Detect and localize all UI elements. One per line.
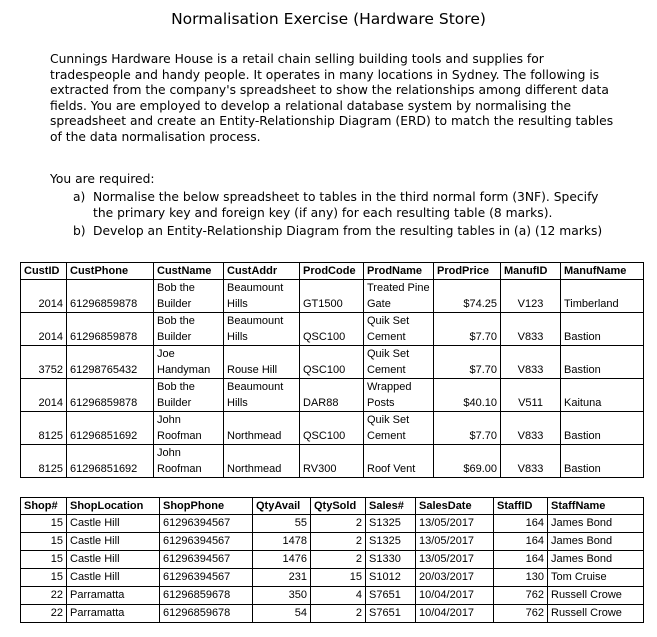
table-cell: V123: [501, 280, 561, 313]
table-cell: V833: [501, 346, 561, 379]
requirement-line: the primary key and foreign key (if any) for each resulting table (8 marks).: [93, 205, 553, 220]
table-cell: 22: [21, 605, 67, 623]
table-cell: 15: [21, 569, 67, 587]
table-cell: Bob the Builder: [154, 379, 224, 412]
table-header-row: [21, 498, 644, 515]
table-row: [21, 313, 644, 346]
table-cell: 2: [311, 605, 366, 623]
table-cell: 164: [494, 515, 548, 533]
table-header-row: [21, 263, 644, 280]
table-cell: Beaumount Hills: [224, 379, 300, 412]
table-row: [21, 379, 644, 412]
table-cell: John Roofman: [154, 445, 224, 478]
table-cell: Bastion: [561, 346, 644, 379]
table-cell: 61296859878: [67, 379, 154, 412]
table-cell: $7.70: [434, 346, 501, 379]
table-row: [21, 551, 644, 569]
table-cell: 2014: [21, 313, 67, 346]
column-header: CustID: [21, 263, 67, 280]
customer-product-table: [20, 262, 644, 478]
table-row: [21, 533, 644, 551]
column-header: ManufName: [561, 263, 644, 280]
table-cell: S1330: [366, 551, 416, 569]
requirement-line: Normalise the below spreadsheet to tables in the third normal form (3NF). Specify: [93, 190, 599, 204]
table-cell: 4: [311, 587, 366, 605]
table-cell: V833: [501, 445, 561, 478]
table-cell: Castle Hill: [67, 551, 160, 569]
table-cell: 2: [311, 515, 366, 533]
column-header: ShopLocation: [67, 498, 160, 515]
table-cell: 231: [253, 569, 311, 587]
table-cell: Treated Pine Gate: [364, 280, 434, 313]
table-cell: Bastion: [561, 445, 644, 478]
intro-paragraph: Cunnings Hardware House is a retail chain selling building tools and supplies for tradespeople and handy people. It operates in many locations in Sydney. The following is extracted from the company's spreadsheet to show the relationships among different data fields. You are employed to develop a relational database system by normalising the spreadsheet and create an Entity-Relationship Diagram (ERD) to match the resulting tables of the data normalisation process.: [50, 52, 614, 144]
table-cell: 10/04/2017: [416, 587, 494, 605]
column-header: StaffID: [494, 498, 548, 515]
table-cell: 2: [311, 551, 366, 569]
table-cell: Quik Set Cement: [364, 412, 434, 445]
column-header: ProdName: [364, 263, 434, 280]
table-row: [21, 605, 644, 623]
table-cell: Tom Cruise: [548, 569, 644, 587]
table-cell: Kaituna: [561, 379, 644, 412]
column-header: ProdCode: [300, 263, 364, 280]
column-header: QtyAvail: [253, 498, 311, 515]
table-cell: 22: [21, 587, 67, 605]
table-cell: $69.00: [434, 445, 501, 478]
table-cell: V511: [501, 379, 561, 412]
table-cell: $7.70: [434, 313, 501, 346]
table-cell: 61296859678: [160, 587, 253, 605]
column-header: CustPhone: [67, 263, 154, 280]
table-cell: James Bond: [548, 551, 644, 569]
table-cell: $74.25: [434, 280, 501, 313]
table-cell: S7651: [366, 605, 416, 623]
table-cell: $7.70: [434, 412, 501, 445]
table-cell: 54: [253, 605, 311, 623]
table-cell: 10/04/2017: [416, 605, 494, 623]
table-cell: V833: [501, 313, 561, 346]
column-header: CustAddr: [224, 263, 300, 280]
table-cell: Russell Crowe: [548, 587, 644, 605]
table-cell: 15: [21, 515, 67, 533]
table-row: [21, 346, 644, 379]
table-cell: Quik Set Cement: [364, 313, 434, 346]
table-cell: Bastion: [561, 313, 644, 346]
table-cell: Joe Handyman: [154, 346, 224, 379]
table-cell: 130: [494, 569, 548, 587]
table-row: [21, 569, 644, 587]
table-cell: 8125: [21, 445, 67, 478]
table-cell: 15: [311, 569, 366, 587]
table-cell: Timberland: [561, 280, 644, 313]
table-cell: Quik Set Cement: [364, 346, 434, 379]
column-header: Sales#: [366, 498, 416, 515]
table-cell: 20/03/2017: [416, 569, 494, 587]
table-row: [21, 515, 644, 533]
table-cell: 61298765432: [67, 346, 154, 379]
table-cell: Castle Hill: [67, 515, 160, 533]
table-cell: 61296859878: [67, 313, 154, 346]
table-cell: 61296859678: [160, 605, 253, 623]
table-cell: 61296851692: [67, 412, 154, 445]
table-cell: QSC100: [300, 412, 364, 445]
table-cell: $40.10: [434, 379, 501, 412]
table-row: [21, 445, 644, 478]
table-cell: S1012: [366, 569, 416, 587]
table-cell: Parramatta: [67, 587, 160, 605]
table-cell: 13/05/2017: [416, 551, 494, 569]
table-cell: Northmead: [224, 445, 300, 478]
required-heading: You are required:: [50, 172, 155, 186]
table-cell: Roof Vent: [364, 445, 434, 478]
table-cell: GT1500: [300, 280, 364, 313]
table-cell: John Roofman: [154, 412, 224, 445]
table-cell: James Bond: [548, 515, 644, 533]
table-cell: RV300: [300, 445, 364, 478]
table-cell: 2014: [21, 379, 67, 412]
table-cell: S7651: [366, 587, 416, 605]
table-cell: Rouse Hill: [224, 346, 300, 379]
table-cell: QSC100: [300, 346, 364, 379]
table-cell: Castle Hill: [67, 533, 160, 551]
table-cell: 55: [253, 515, 311, 533]
table-cell: 61296394567: [160, 533, 253, 551]
table-row: [21, 280, 644, 313]
table-cell: 350: [253, 587, 311, 605]
table-cell: S1325: [366, 533, 416, 551]
table-cell: V833: [501, 412, 561, 445]
table-cell: DAR88: [300, 379, 364, 412]
column-header: ProdPrice: [434, 263, 501, 280]
table-cell: 13/05/2017: [416, 515, 494, 533]
table-cell: 3752: [21, 346, 67, 379]
table-cell: 762: [494, 605, 548, 623]
table-cell: 61296394567: [160, 515, 253, 533]
column-header: CustName: [154, 263, 224, 280]
column-header: QtySold: [311, 498, 366, 515]
table-cell: 1478: [253, 533, 311, 551]
column-header: StaffName: [548, 498, 644, 515]
table-cell: 2: [311, 533, 366, 551]
table-cell: 164: [494, 533, 548, 551]
table-cell: S1325: [366, 515, 416, 533]
requirement-line: Develop an Entity-Relationship Diagram from the resulting tables in (a) (12 marks): [93, 224, 603, 238]
table-cell: Wrapped Posts: [364, 379, 434, 412]
table-cell: 8125: [21, 412, 67, 445]
table-cell: Bob the Builder: [154, 280, 224, 313]
table-cell: 15: [21, 551, 67, 569]
shop-sales-table: [20, 497, 644, 623]
requirement-label: a): [73, 190, 86, 204]
table-cell: Northmead: [224, 412, 300, 445]
table-cell: Bastion: [561, 412, 644, 445]
table-cell: 61296851692: [67, 445, 154, 478]
table-cell: James Bond: [548, 533, 644, 551]
table-cell: Castle Hill: [67, 569, 160, 587]
table-cell: 2014: [21, 280, 67, 313]
requirement-label: b): [73, 224, 86, 238]
table-cell: Beaumount Hills: [224, 280, 300, 313]
column-header: Shop#: [21, 498, 67, 515]
table-cell: 61296859878: [67, 280, 154, 313]
column-header: SalesDate: [416, 498, 494, 515]
table-cell: 61296394567: [160, 551, 253, 569]
table-cell: 762: [494, 587, 548, 605]
table-cell: Russell Crowe: [548, 605, 644, 623]
page-title: Normalisation Exercise (Hardware Store): [171, 10, 486, 28]
table-cell: 1476: [253, 551, 311, 569]
table-cell: QSC100: [300, 313, 364, 346]
table-cell: 164: [494, 551, 548, 569]
table-row: [21, 412, 644, 445]
table-cell: 61296394567: [160, 569, 253, 587]
table-cell: Bob the Builder: [154, 313, 224, 346]
table-cell: Beaumount Hills: [224, 313, 300, 346]
table-cell: Parramatta: [67, 605, 160, 623]
column-header: ManufID: [501, 263, 561, 280]
table-cell: 15: [21, 533, 67, 551]
table-row: [21, 587, 644, 605]
column-header: ShopPhone: [160, 498, 253, 515]
table-cell: 13/05/2017: [416, 533, 494, 551]
